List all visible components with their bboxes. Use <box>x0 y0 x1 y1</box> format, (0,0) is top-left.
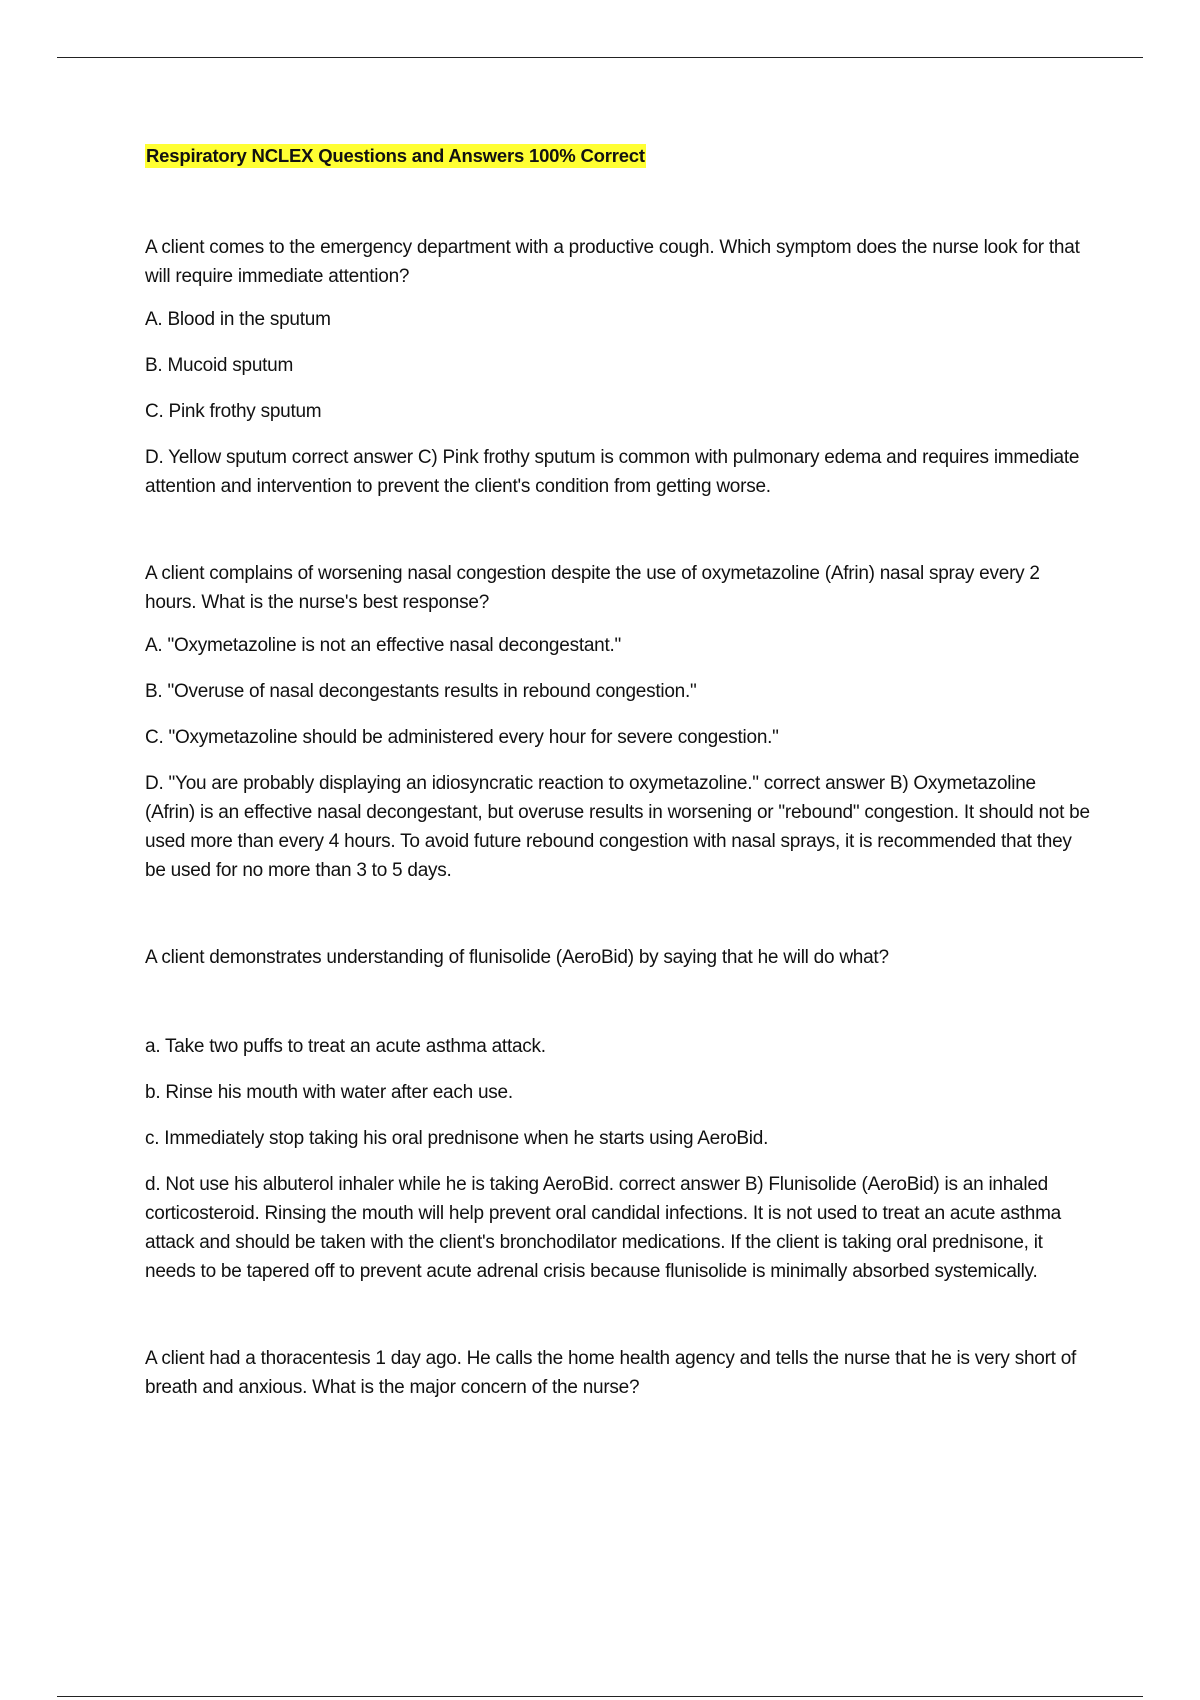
answer-option-with-explanation: d. Not use his albuterol inhaler while he is taking AeroBid. correct answer B) Flunisolide (AeroBid) is an inhaled corticosteroid. Rinsing the mouth will help prevent oral candidal infections. It is not used to treat an acute asthma attack and should be taken with the client's bronchodilator medications. If the client is taking oral prednisone, it needs to be tapered off to prevent acute adrenal crisis because flunisolide is minimally absorbed systemically. <box>145 1174 1061 1282</box>
answer-option: b. Rinse his mouth with water after each use. <box>145 1082 513 1103</box>
answer-option: B. "Overuse of nasal decongestants results in rebound congestion." <box>145 681 697 702</box>
answer-option: A. "Oxymetazoline is not an effective nasal decongestant." <box>145 635 622 656</box>
question-stem: A client had a thoracentesis 1 day ago. He calls the home health agency and tells the nurse that he is very short of breath and anxious. What is the major concern of the nurse? <box>145 1348 1077 1398</box>
answer-option: c. Immediately stop taking his oral prednisone when he starts using AeroBid. <box>145 1128 769 1149</box>
answer-option: a. Take two puffs to treat an acute asthma attack. <box>145 1036 546 1057</box>
answer-option: B. Mucoid sputum <box>145 355 294 376</box>
answer-option-with-explanation: D. "You are probably displaying an idiosyncratic reaction to oxymetazoline." correct answer B) Oxymetazoline (Afrin) is an effective nasal decongestant, but overuse results in worsening or "rebound" congestion. It should not be used more than every 4 hours. To avoid future rebound congestion with nasal sprays, it is recommended that they be used for no more than 3 to 5 days. <box>145 773 1090 881</box>
top-rule <box>57 57 1143 58</box>
document-body <box>145 144 1090 1416</box>
answer-option: C. Pink frothy sputum <box>145 401 322 422</box>
question-stem: A client complains of worsening nasal congestion despite the use of oxymetazoline (Afrin) nasal spray every 2 hours. What is the nurse's best response? <box>145 563 1040 613</box>
question-stem: A client demonstrates understanding of flunisolide (AeroBid) by saying that he will do what? <box>145 947 889 968</box>
question-2 <box>145 559 1090 885</box>
bottom-rule <box>57 1696 1143 1697</box>
question-stem: A client comes to the emergency department with a productive cough. Which symptom does the nurse look for that will require immediate attention? <box>145 237 1080 287</box>
answer-option: A. Blood in the sputum <box>145 309 331 330</box>
question-3 <box>145 943 1090 1286</box>
question-4 <box>145 1344 1090 1402</box>
question-1 <box>145 233 1090 501</box>
answer-option-with-explanation: D. Yellow sputum correct answer C) Pink frothy sputum is common with pulmonary edema and requires immediate attention and intervention to prevent the client's condition from getting worse. <box>145 447 1080 497</box>
answer-option: C. "Oxymetazoline should be administered every hour for severe congestion." <box>145 727 779 748</box>
document-title: Respiratory NCLEX Questions and Answers 100% Correct <box>146 145 645 166</box>
